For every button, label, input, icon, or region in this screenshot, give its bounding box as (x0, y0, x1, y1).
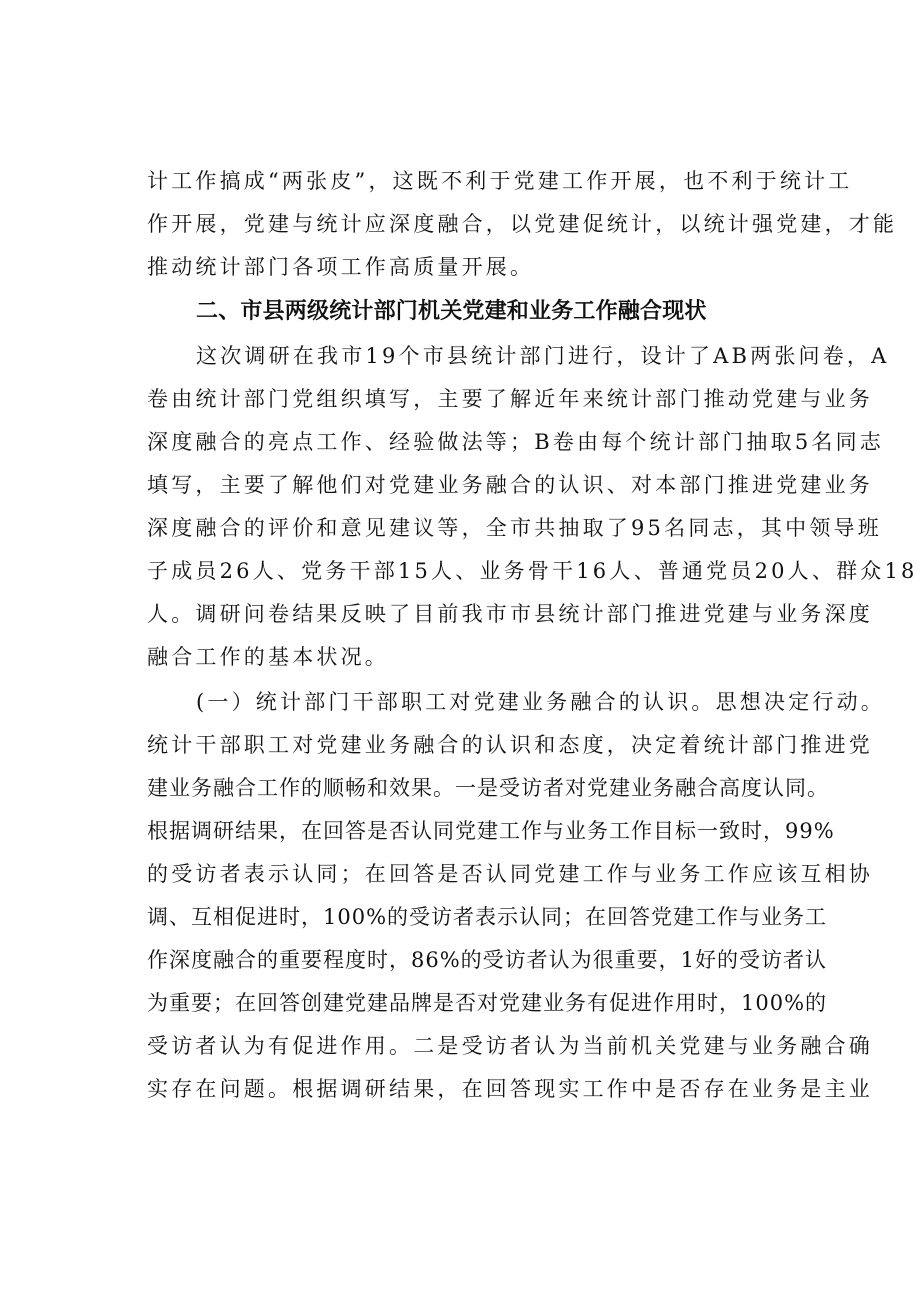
paragraph-line: 受访者认为有促进作用。二是受访者认为当前机关党建与业务融合确 (147, 1034, 873, 1058)
paragraph-line: 建业务融合工作的顺畅和效果。一是受访者对党建业务融合高度认同。 (147, 776, 829, 800)
paragraph-line: 填写，主要了解他们对党建业务融合的认识、对本部门推进党建业务 (147, 473, 873, 497)
paragraph-line: 根据调研结果，在回答是否认同党建工作与业务工作目标一致时，99% (147, 819, 835, 843)
paragraph-line: 人。调研问卷结果反映了目前我市市县统计部门推进党建与业务深度 (147, 602, 873, 626)
paragraph-line: 深度融合的评价和意见建议等，全市共抽取了95名同志，其中领导班 (147, 516, 882, 540)
paragraph-line: 计工作搞成“两张皮”，这既不利于党建工作开展，也不利于统计工 (147, 169, 853, 193)
paragraph-line: 这次调研在我市19个市县统计部门进行，设计了AB两张问卷，A (196, 344, 890, 368)
paragraph-line: 调、互相促进时，100%的受访者表示认同；在回答党建工作与业务工 (147, 905, 828, 929)
paragraph-line: 作深度融合的重要程度时，86%的受访者认为很重要，1好的受访者认 (147, 948, 828, 972)
paragraph-line: 子成员26人、党务干部15人、业务骨干16人、普通党员20人、群众18 (147, 559, 918, 583)
paragraph-line: 统计干部职工对党建业务融合的认识和态度，决定着统计部门推进党 (147, 733, 873, 757)
paragraph-line: 融合工作的基本状况。 (147, 645, 389, 669)
paragraph-line: 深度融合的亮点工作、经验做法等；B卷由每个统计部门抽取5名同志 (147, 430, 884, 454)
paragraph-line: (一）统计部门干部职工对党建业务融合的认识。思想决定行动。 (196, 690, 885, 714)
paragraph-line: 卷由统计部门党组织填写，主要了解近年来统计部门推动党建与业务 (147, 387, 873, 411)
paragraph-line: 作开展，党建与统计应深度融合，以党建促统计，以统计强党建，才能 (147, 212, 898, 236)
section-heading: 二、市县两级统计部门机关党建和业务工作融合现状 (196, 299, 707, 324)
paragraph-line: 推动统计部门各项工作高质量开展。 (147, 255, 535, 279)
paragraph-line: 为重要；在回答创建党建品牌是否对党建业务有促进作用时，100%的 (147, 991, 828, 1015)
paragraph-line: 实存在问题。根据调研结果，在回答现实工作中是否存在业务是主业 (147, 1077, 873, 1101)
paragraph-line: 的受访者表示认同；在回答是否认同党建工作与业务工作应该互相协 (147, 862, 873, 886)
